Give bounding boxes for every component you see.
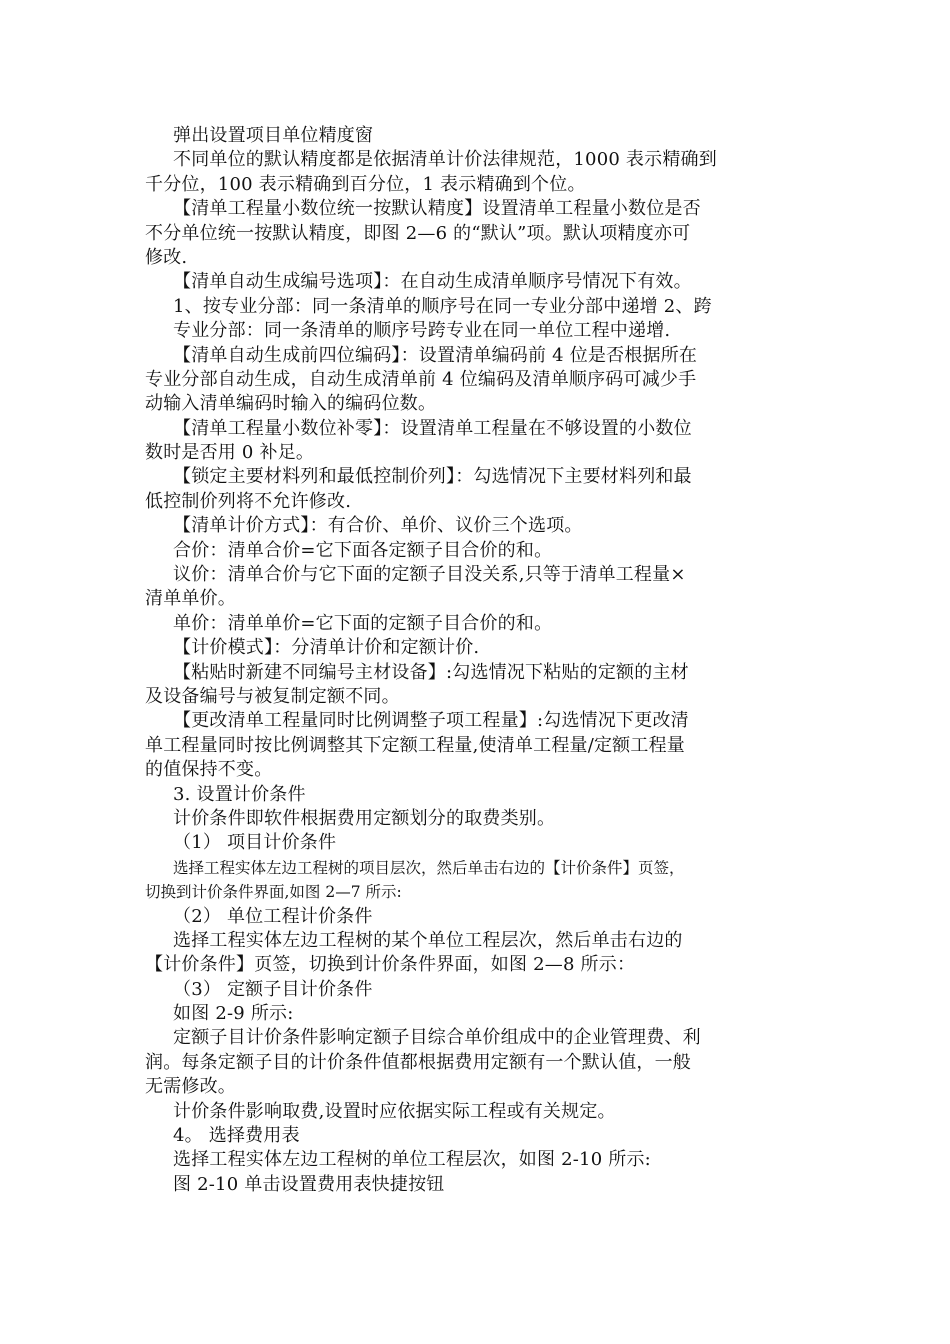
text-line: 【锁定主要材料列和最低控制价列】：勾选情况下主要材料列和最 bbox=[173, 466, 692, 488]
text-line: （1） 项目计价条件 bbox=[173, 832, 337, 854]
text-line: 清单单价。 bbox=[145, 588, 236, 610]
text-line: 议价：清单合价与它下面的定额子目没关系,只等于清单工程量× bbox=[173, 564, 686, 586]
text-line: 【计价条件】页签，切换到计价条件界面，如图 2—8 所示： bbox=[145, 954, 636, 976]
text-line: 动输入清单编码时输入的编码位数。 bbox=[145, 393, 437, 415]
text-line: 修改. bbox=[145, 246, 188, 268]
text-line: 图 2-10 单击设置费用表快捷按钮 bbox=[173, 1173, 445, 1195]
text-line: 切换到计价条件界面,如图 2—7 所示: bbox=[145, 883, 402, 902]
text-line: 计价条件影响取费,设置时应依据实际工程或有关规定。 bbox=[173, 1100, 616, 1122]
text-line: 【粘贴时新建不同编号主材设备】:勾选情况下粘贴的定额的主材 bbox=[173, 661, 689, 683]
text-line: 不同单位的默认精度都是依据清单计价法律规范，1000 表示精确到 bbox=[173, 149, 717, 171]
document-body bbox=[145, 124, 805, 1197]
text-line: 无需修改。 bbox=[145, 1076, 236, 1098]
text-line: 【清单计价方式】：有合价、单价、议价三个选项。 bbox=[173, 515, 583, 537]
text-line: 专业分部：同一条清单的顺序号跨专业在同一单位工程中递增. bbox=[173, 320, 671, 342]
text-line: 千分位，100 表示精确到百分位，1 表示精确到个位。 bbox=[145, 173, 586, 195]
text-line: 3. 设置计价条件 bbox=[173, 783, 306, 805]
text-line: 【更改清单工程量同时比例调整子项工程量】:勾选情况下更改清 bbox=[173, 710, 689, 732]
text-line: 润。每条定额子目的计价条件值都根据费用定额有一个默认值，一般 bbox=[145, 1051, 691, 1073]
text-line: 如图 2-9 所示: bbox=[173, 1003, 294, 1025]
text-line: 定额子目计价条件影响定额子目综合单价组成中的企业管理费、利 bbox=[173, 1027, 701, 1049]
text-line: 选择工程实体左边工程树的单位工程层次，如图 2-10 所示: bbox=[173, 1149, 651, 1171]
text-line: 专业分部自动生成，自动生成清单前 4 位编码及清单顺序码可减少手 bbox=[145, 368, 697, 390]
text-line: 数时是否用 0 补足。 bbox=[145, 442, 315, 464]
text-line: 不分单位统一按默认精度，即图 2—6 的“默认”项。默认项精度亦可 bbox=[145, 222, 691, 244]
text-line: 【清单自动生成前四位编码】：设置清单编码前 4 位是否根据所在 bbox=[173, 344, 698, 366]
text-line: 单工程量同时按比例调整其下定额工程量,使清单工程量/定额工程量 bbox=[145, 734, 685, 756]
text-line: 【清单工程量小数位补零】：设置清单工程量在不够设置的小数位 bbox=[173, 417, 692, 439]
text-line: 4。 选择费用表 bbox=[173, 1125, 300, 1147]
text-line: 【计价模式】：分清单计价和定额计价. bbox=[173, 637, 480, 659]
text-line: 选择工程实体左边工程树的项目层次，然后单击右边的【计价条件】页签， bbox=[173, 858, 685, 877]
text-line: 弹出设置项目单位精度窗 bbox=[173, 125, 374, 146]
text-line: 低控制价列将不允许修改. bbox=[145, 490, 352, 512]
text-line: 及设备编号与被复制定额不同。 bbox=[145, 685, 400, 707]
text-line: 选择工程实体左边工程树的某个单位工程层次，然后单击右边的 bbox=[173, 929, 683, 951]
text-line: （2） 单位工程计价条件 bbox=[173, 905, 373, 927]
text-line: 【清单工程量小数位统一按默认精度】设置清单工程量小数位是否 bbox=[173, 198, 701, 220]
text-line: 单价：清单单价=它下面的定额子目合价的和。 bbox=[173, 612, 553, 634]
text-line: 1、按专业分部：同一条清单的顺序号在同一专业分部中递增 2、跨 bbox=[173, 295, 712, 317]
text-line: 的值保持不变。 bbox=[145, 759, 273, 781]
text-line: （3） 定额子目计价条件 bbox=[173, 978, 373, 1000]
text-line: 合价：清单合价=它下面各定额子目合价的和。 bbox=[173, 539, 553, 561]
text-line: 【清单自动生成编号选项】：在自动生成清单顺序号情况下有效。 bbox=[173, 271, 692, 293]
text-line: 计价条件即软件根据费用定额划分的取费类别。 bbox=[173, 807, 556, 829]
